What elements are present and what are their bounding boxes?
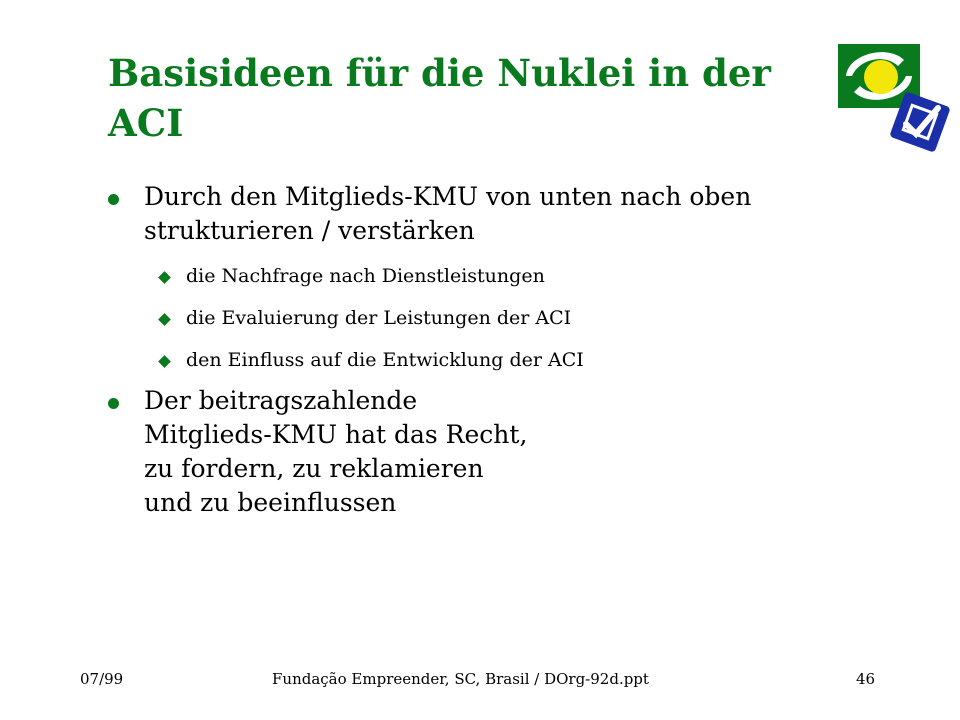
bullet-text: strukturieren / verstärken [144,216,475,245]
bullet-dot-icon [108,398,119,409]
title-line: ACI [108,101,184,145]
bullet-text: Der beitragszahlende [144,386,418,415]
diamond-bullet-icon [158,313,171,326]
bullet-text: zu fordern, zu reklamieren [144,454,484,483]
bullet-list [108,180,908,520]
title-line: Basisideen für die Nuklei in der [108,51,771,95]
bullet-dot-icon [108,194,119,205]
logo-sun [864,60,898,94]
footer-date: 07/99 [80,670,124,688]
bullet-text: Mitglieds-KMU hat das Recht, [144,420,528,449]
bullet-text: Durch den Mitglieds-KMU von unten nach oben [144,182,752,211]
sub-bullet-text: die Evaluierung der Leistungen der ACI [186,307,572,329]
sub-bullet-text: den Einfluss auf die Entwicklung der ACI [186,349,584,371]
diamond-bullet-icon [158,355,171,368]
footer-page-number: 46 [856,670,876,688]
bullet-item [108,384,908,520]
logo-icon [838,44,952,152]
bullet-text: und zu beeinflussen [144,488,397,517]
bullet-item [108,180,908,248]
sub-bullet-text: die Nachfrage nach Dienstleistungen [186,265,545,287]
diamond-bullet-icon [158,271,171,284]
sub-bullet-item [108,264,908,288]
sub-bullet-item [108,306,908,330]
slide-title [108,48,808,148]
footer-source: Fundação Empreender, SC, Brasil / DOrg-92d.ppt [272,670,649,688]
sub-bullet-item [108,348,908,372]
